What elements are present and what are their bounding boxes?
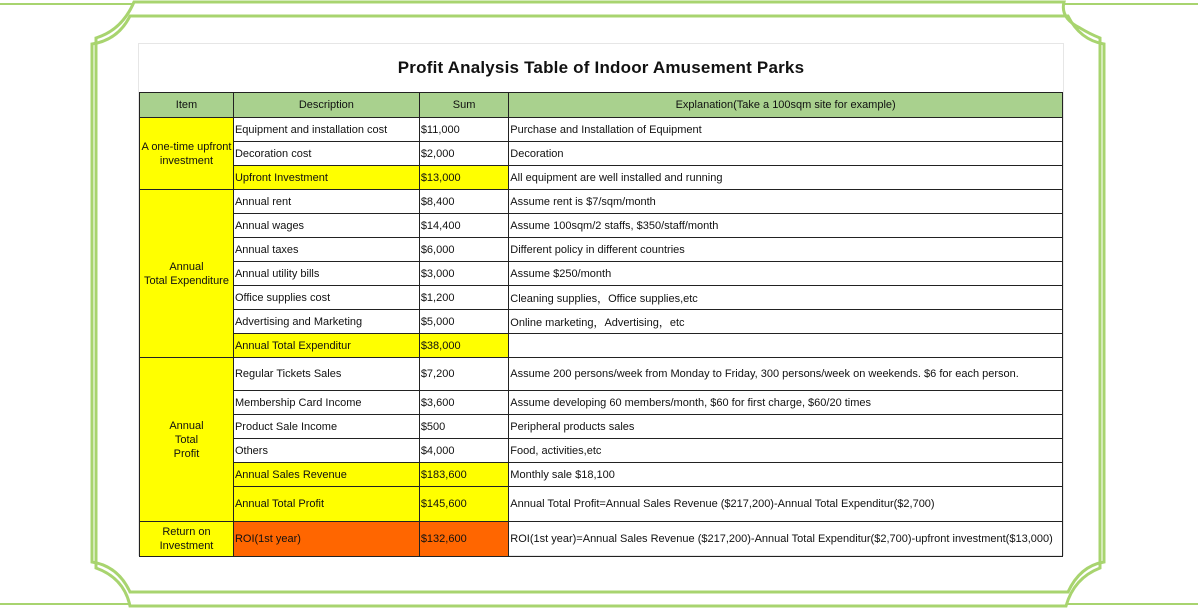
cell-sum: $13,000 (419, 166, 508, 190)
table-row (140, 190, 1063, 214)
cell-sum: $3,600 (419, 391, 508, 415)
table-row (140, 522, 1063, 557)
table-row (140, 262, 1063, 286)
cell-description: ROI(1st year) (233, 522, 419, 557)
table-row (140, 166, 1063, 190)
group-label-line: Investment (159, 540, 214, 552)
cell-explanation: Assume $250/month (509, 262, 1063, 286)
cell-description: Annual Total Expenditur (233, 334, 419, 358)
cell-description: Annual wages (233, 214, 419, 238)
header-description: Description (233, 93, 419, 118)
cell-description: Annual utility bills (233, 262, 419, 286)
table-row (140, 439, 1063, 463)
table-row (140, 487, 1063, 522)
cell-sum: $145,600 (419, 487, 508, 522)
group-label-roi (140, 522, 234, 557)
table-row (140, 286, 1063, 310)
cell-explanation: Decoration (509, 142, 1063, 166)
cell-explanation: ROI(1st year)=Annual Sales Revenue ($217,200)-Annual Total Expenditur($2,700)-upfront investment($13,000) (509, 522, 1063, 557)
header-explanation: Explanation(Take a 100sqm site for example) (509, 93, 1063, 118)
cell-description: Decoration cost (233, 142, 419, 166)
cell-explanation: Assume developing 60 members/month, $60 for first charge, $60/20 times (509, 391, 1063, 415)
page-title: Profit Analysis Table of Indoor Amusement Parks (397, 58, 805, 77)
cell-description: Product Sale Income (233, 415, 419, 439)
cell-sum: $6,000 (419, 238, 508, 262)
cell-explanation: Food, activities,etc (509, 439, 1063, 463)
cell-description: Others (233, 439, 419, 463)
group-label-line: Annual (169, 260, 204, 273)
group-label-line: investment (159, 154, 214, 167)
cell-explanation (509, 334, 1063, 358)
cell-explanation: Purchase and Installation of Equipment (509, 118, 1063, 142)
group-label-line: Profit (173, 447, 200, 460)
group-label-line: Annual (169, 419, 204, 432)
cell-explanation: All equipment are well installed and running (509, 166, 1063, 190)
table-row (140, 142, 1063, 166)
cell-description: Annual taxes (233, 238, 419, 262)
group-label-upfront (140, 118, 234, 190)
cell-sum: $1,200 (419, 286, 508, 310)
table-row (140, 415, 1063, 439)
profit-table (139, 92, 1063, 557)
cell-explanation: Monthly sale $18,100 (509, 463, 1063, 487)
cell-description: Membership Card Income (233, 391, 419, 415)
cell-sum: $2,000 (419, 142, 508, 166)
cell-sum: $11,000 (419, 118, 508, 142)
cell-explanation: Assume rent is $7/sqm/month (509, 190, 1063, 214)
table-row (140, 238, 1063, 262)
table-header-row (140, 93, 1063, 118)
cell-sum: $14,400 (419, 214, 508, 238)
cell-explanation: Different policy in different countries (509, 238, 1063, 262)
cell-sum: $183,600 (419, 463, 508, 487)
cell-explanation: Assume 100sqm/2 staffs, $350/staff/month (509, 214, 1063, 238)
table-row (140, 463, 1063, 487)
table-row (140, 310, 1063, 334)
cell-explanation: Online marketing，Advertising，etc (509, 310, 1063, 334)
cell-description: Advertising and Marketing (233, 310, 419, 334)
cell-explanation: Assume 200 persons/week from Monday to Friday, 300 persons/week on weekends. $6 for each person. (509, 358, 1063, 391)
cell-explanation: Cleaning supplies，Office supplies,etc (509, 286, 1063, 310)
cell-sum: $4,000 (419, 439, 508, 463)
table-row (140, 214, 1063, 238)
table-row (140, 358, 1063, 391)
header-sum: Sum (419, 93, 508, 118)
cell-description: Upfront Investment (233, 166, 419, 190)
group-label-expenditure (140, 190, 234, 358)
cell-sum: $500 (419, 415, 508, 439)
cell-sum: $38,000 (419, 334, 508, 358)
group-label-line: Return on (162, 526, 211, 538)
cell-description: Annual Total Profit (233, 487, 419, 522)
cell-sum: $8,400 (419, 190, 508, 214)
cell-explanation: Annual Total Profit=Annual Sales Revenue ($217,200)-Annual Total Expenditur($2,700) (509, 487, 1063, 522)
cell-description: Regular Tickets Sales (233, 358, 419, 391)
table-row (140, 391, 1063, 415)
group-label-line: A one-time upfront (141, 140, 232, 153)
group-label-line: Total (174, 433, 199, 446)
cell-description: Equipment and installation cost (233, 118, 419, 142)
cell-explanation: Peripheral products sales (509, 415, 1063, 439)
cell-sum: $5,000 (419, 310, 508, 334)
group-label-profit (140, 358, 234, 522)
cell-sum: $7,200 (419, 358, 508, 391)
cell-description: Annual rent (233, 190, 419, 214)
group-label-line: Total Expenditure (143, 274, 229, 287)
header-item: Item (140, 93, 234, 118)
cell-description: Office supplies cost (233, 286, 419, 310)
table-row (140, 118, 1063, 142)
cell-sum: $3,000 (419, 262, 508, 286)
cell-sum: $132,600 (419, 522, 508, 557)
profit-table-card (138, 43, 1064, 556)
table-row (140, 334, 1063, 358)
cell-description: Annual Sales Revenue (233, 463, 419, 487)
